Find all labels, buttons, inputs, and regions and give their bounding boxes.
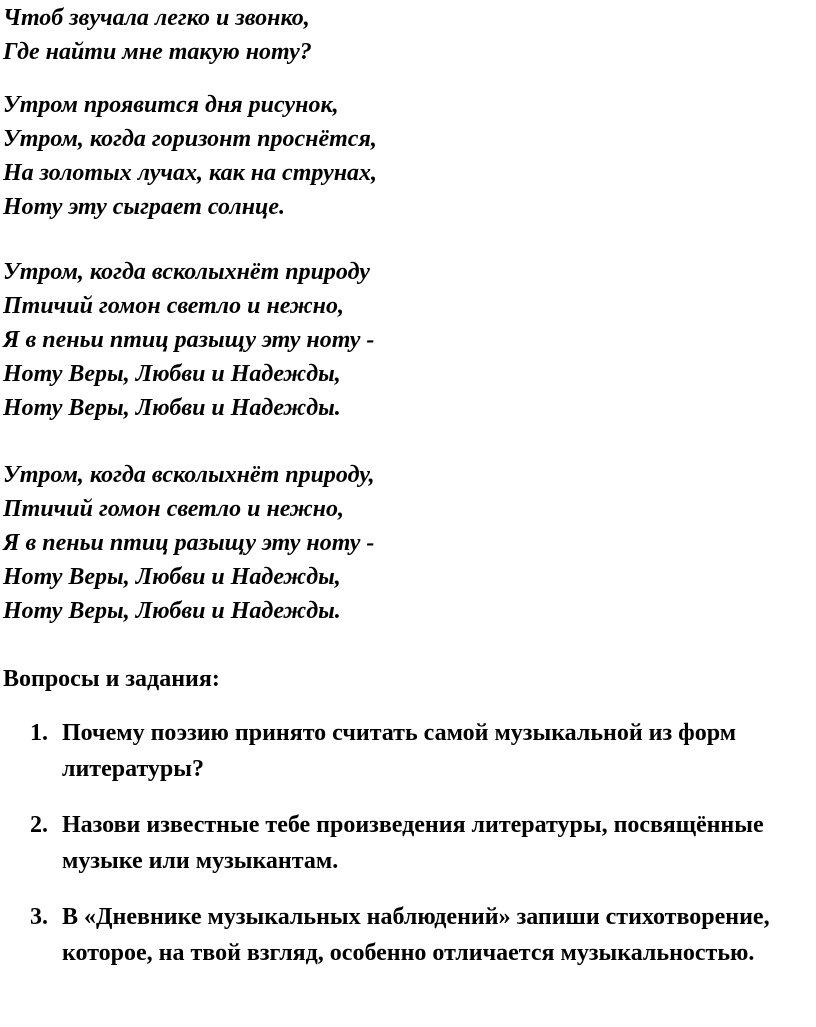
poem-stanza-4: [3, 458, 375, 628]
poem-line: Утром, когда всколыхнёт природу,: [3, 462, 375, 488]
question-text: В «Дневнике музыкальных наблюдений» запиши стихотворение, которое, на твой взгляд, особенно отличается музыкальностью.: [62, 904, 770, 966]
poem-line: Чтоб звучала легко и звонко,: [3, 5, 310, 31]
poem-line: Где найти мне такую ноту?: [3, 39, 312, 65]
poem-line: Ноту Веры, Любви и Надежды.: [3, 598, 341, 624]
question-number: 3.: [30, 904, 48, 930]
poem-line: Птичий гомон светло и нежно,: [3, 496, 344, 522]
question-text: Назови известные тебе произведения литературы, посвящённые музыке или музыкантам.: [62, 812, 764, 874]
poem-line: Я в пеньи птиц разыщу эту ноту -: [3, 530, 375, 556]
poem-stanza-2: [3, 88, 377, 224]
questions-heading: Вопросы и задания:: [3, 666, 220, 692]
poem-line: Я в пеньи птиц разыщу эту ноту -: [3, 327, 375, 353]
poem-line: На золотых лучах, как на струнах,: [3, 160, 378, 186]
poem-line: Утром, когда всколыхнёт природу: [3, 259, 370, 285]
poem-line: Утром, когда горизонт проснётся,: [3, 126, 377, 152]
poem-line: Птичий гомон светло и нежно,: [3, 293, 344, 319]
poem-stanza-1: [3, 1, 312, 69]
poem-line: Утром проявится дня рисунок,: [3, 92, 339, 118]
poem-line: Ноту Веры, Любви и Надежды,: [3, 361, 341, 387]
poem-stanza-3: [3, 255, 374, 425]
question-number: 1.: [30, 720, 48, 746]
question-number: 2.: [30, 812, 48, 838]
question-text: Почему поэзию принято считать самой музыкальной из форм литературы?: [62, 720, 737, 782]
poem-line: Ноту Веры, Любви и Надежды,: [3, 564, 341, 590]
poem-line: Ноту эту сыграет солнце.: [3, 194, 286, 220]
poem-line: Ноту Веры, Любви и Надежды.: [3, 395, 341, 421]
